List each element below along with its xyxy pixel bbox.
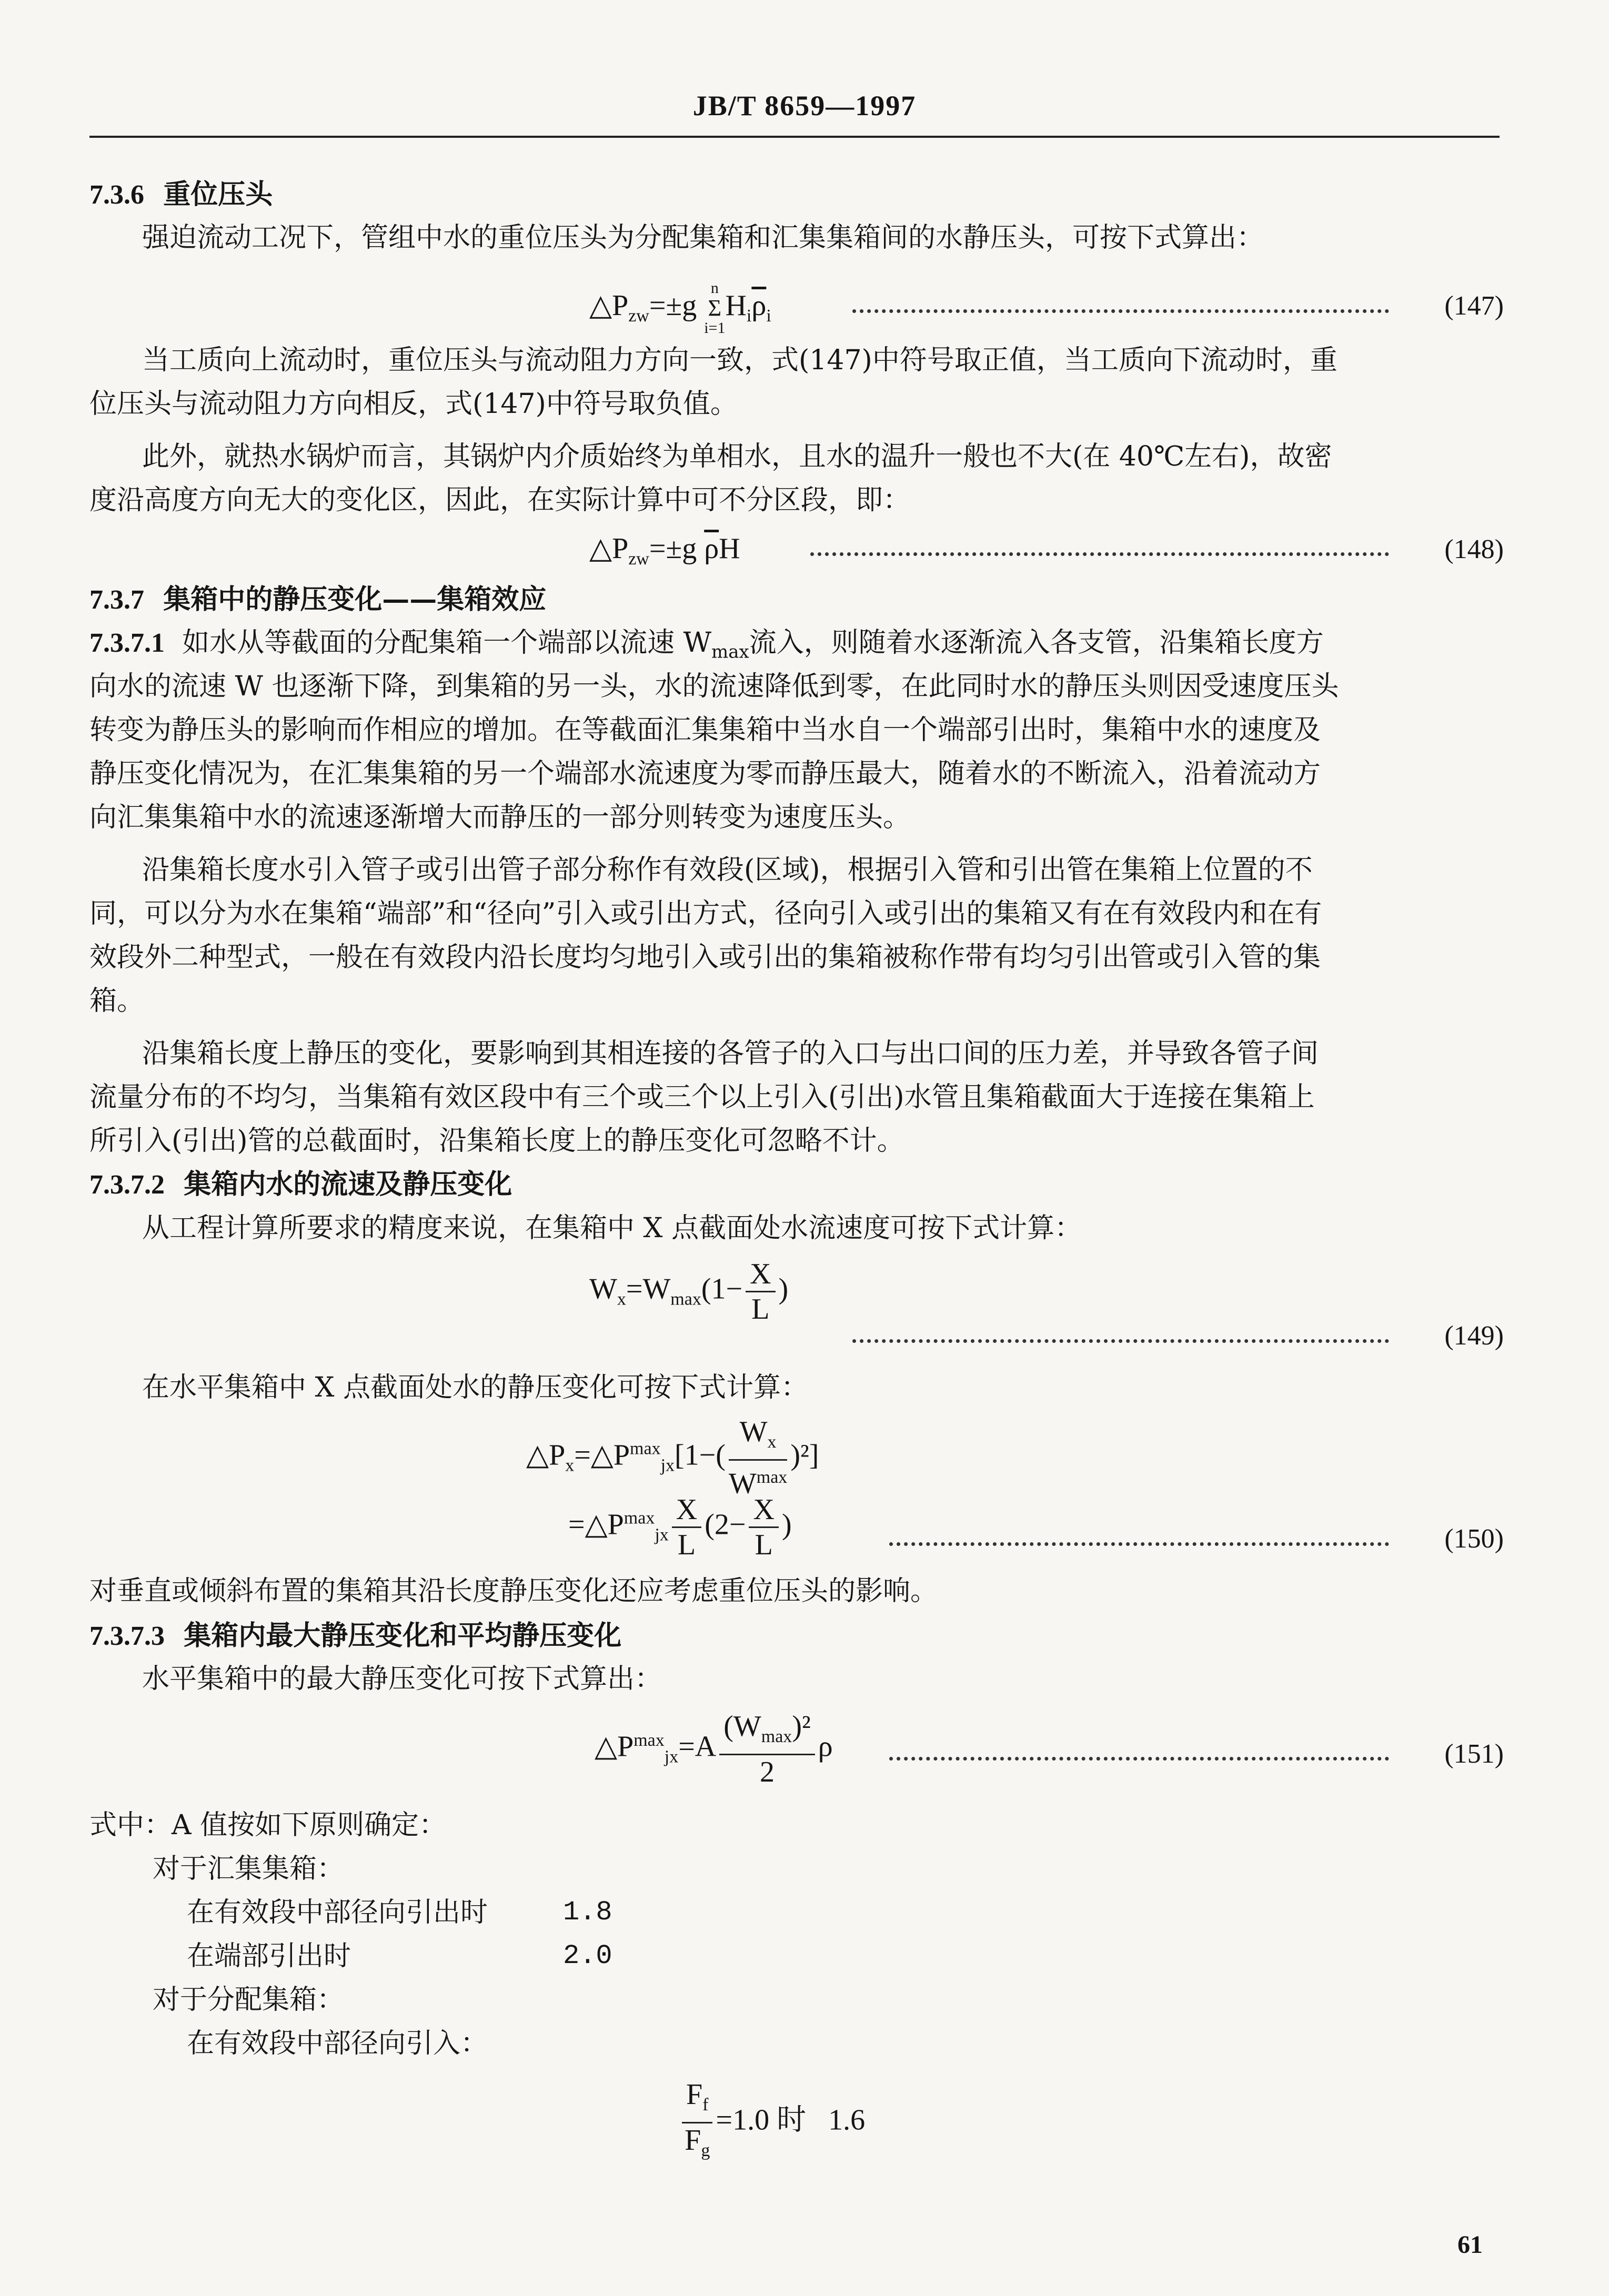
paragraph-line: 从工程计算所要求的精度来说，在集箱中 X 点截面处水流速度可按下式计算：: [142, 1212, 1082, 1244]
eq-sub: jx: [660, 1455, 675, 1475]
equation-number: (151): [1444, 1739, 1504, 1769]
paragraph-line: 向汇集集箱中水的流速逐渐增大而静压的一部分则转变为速度压头。: [89, 802, 911, 833]
section-title: 重位压头: [163, 178, 273, 210]
eq-paren: ): [781, 1508, 792, 1541]
subscript: max: [711, 641, 749, 663]
list-label: 对于汇集集箱：: [153, 1853, 345, 1885]
equation-150-line1: [526, 1415, 819, 1501]
paragraph-line: [89, 627, 1324, 667]
eq-paren: [1−(: [675, 1439, 726, 1472]
eq-sub: jx: [655, 1525, 669, 1545]
leader-dots: [889, 1542, 1389, 1546]
eq-rhs: =△P: [574, 1439, 630, 1472]
eq-rho: $\overline{\rho}$: [704, 532, 719, 565]
list-item-value: 2.0: [563, 1940, 612, 1971]
numerator-text: (W: [723, 1710, 761, 1743]
denominator: L: [755, 1529, 773, 1561]
paragraph-line: 当工质向上流动时，重位压头与流动阻力方向一致，式(147)中符号取正值，当工质向下流动时，重: [142, 345, 1338, 376]
paragraph-line: 水平集箱中的最大静压变化可按下式算出：: [142, 1663, 662, 1695]
numerator: [729, 1415, 787, 1461]
section-7-3-6-heading: [89, 179, 273, 211]
numerator: X: [746, 1257, 775, 1292]
eq-sub: max: [670, 1289, 701, 1309]
paragraph-line: 效段外二种型式，一般在有效段内沿长度均匀地引入或引出的集箱被称作带有均匀引出管或引入管的集: [89, 942, 1321, 973]
equation-151: [595, 1710, 833, 1789]
eq-rhs: =△P: [568, 1508, 624, 1541]
eq-rhs: =W: [626, 1272, 671, 1306]
eq-sub: f: [702, 2095, 709, 2115]
numerator: X: [672, 1493, 701, 1528]
fraction: [682, 2078, 712, 2168]
eq-sub: i: [766, 306, 771, 326]
denominator-text: F: [685, 2124, 701, 2157]
eq-sub: jx: [664, 1747, 679, 1767]
eq-sup: max: [624, 1508, 655, 1528]
ratio-value: 1.6: [828, 2103, 866, 2137]
equation-150-line2: [568, 1493, 792, 1562]
equation-number: (147): [1444, 291, 1504, 321]
list-label: 对于分配集箱：: [153, 1984, 345, 2016]
numerator-text: F: [686, 2078, 703, 2111]
sigma-top: n: [710, 279, 719, 297]
numerator: [719, 1710, 815, 1755]
fraction: [719, 1710, 815, 1789]
paragraph-line: 转变为静压头的影响而作相应的增加。在等截面汇集集箱中当水自一个端部引出时，集箱中水的速度及: [89, 714, 1321, 746]
paragraph-line: 流量分布的不均匀，当集箱有效区段中有三个或三个以上引入(引出)水管且集箱截面大于连接在集箱上: [89, 1081, 1315, 1113]
subsection-number: 7.3.7.2: [89, 1170, 165, 1200]
paragraph-line: 同，可以分为水在集箱“端部”和“径向”引入或引出方式，径向引入或引出的集箱又有在有效段内和在有: [89, 898, 1322, 929]
eq-lhs: W: [589, 1272, 617, 1306]
numerator-text: )²: [792, 1710, 811, 1743]
sigma-symbol: n Σ i=1: [704, 279, 726, 337]
leader-dots: [889, 1757, 1389, 1761]
leader-dots: [810, 552, 1389, 556]
eq-sub: zw: [628, 306, 649, 326]
eq-lhs: △P: [595, 1730, 634, 1763]
paragraph-line: 向水的流速 W 也逐渐下降，到集箱的另一头，水的流速降低到零，在此同时水的静压头则因受速度压头: [89, 671, 1339, 702]
paragraph-line: 箱。: [89, 985, 145, 1017]
subsection-title: 集箱内水的流速及静压变化: [184, 1168, 512, 1200]
eq-sup: max: [630, 1439, 661, 1459]
eq-term: H: [725, 289, 747, 322]
equation-149: [589, 1257, 788, 1326]
equation-147: [589, 280, 771, 337]
eq-rho: ρ: [818, 1730, 833, 1763]
eq-term: H: [719, 532, 740, 565]
numerator-text: W: [739, 1415, 768, 1448]
eq-sub: x: [565, 1455, 575, 1475]
eq-lhs: △P: [526, 1439, 566, 1472]
area-ratio-row: [679, 2078, 865, 2168]
eq-sub: i: [746, 306, 752, 326]
paragraph-line: 此外，就热水锅炉而言，其锅炉内介质始终为单相水，且水的温升一般也不大(在 40℃左右)，故密: [142, 441, 1332, 472]
section-number: 7.3.7: [89, 585, 144, 615]
eq-paren: )²]: [790, 1439, 819, 1472]
denominator: [682, 2123, 712, 2168]
eq-lhs: △P: [589, 289, 629, 322]
eq-sub: max: [761, 1727, 792, 1747]
subsection-7-3-7-3-heading: [89, 1620, 621, 1652]
numerator: [682, 2078, 712, 2123]
eq-paren: ): [778, 1272, 789, 1306]
paragraph-line: 沿集箱长度上静压的变化，要影响到其相连接的各管子的入口与出口间的压力差，并导致各管子间: [142, 1038, 1319, 1069]
paragraph-line: 在水平集箱中 X 点截面处水的静压变化可按下式计算：: [142, 1372, 809, 1403]
eq-rhs: =±g: [649, 532, 705, 565]
paragraph-line: 式中：A 值按如下原则确定：: [89, 1809, 447, 1841]
eq-rhs: =±g: [649, 289, 697, 322]
text: 流入，则随着水逐渐流入各支管，沿集箱长度方: [749, 627, 1324, 659]
paragraph: 强迫流动工况下，管组中水的重位压头为分配集箱和汇集集箱间的水静压头，可按下式算出：: [142, 222, 1264, 254]
paragraph-line: 位压头与流动阻力方向相反，式(147)中符号取负值。: [89, 388, 738, 420]
equation-number: (150): [1444, 1524, 1504, 1554]
text: 如水从等截面的分配集箱一个端部以流速 W: [182, 627, 712, 659]
leader-dots: [852, 1339, 1389, 1343]
sigma-bottom: i=1: [704, 319, 726, 337]
eq-lhs: △P: [589, 532, 629, 565]
subsection-number: 7.3.7.3: [89, 1621, 165, 1651]
equation-number: (149): [1444, 1321, 1504, 1351]
paragraph-line: 对垂直或倾斜布置的集箱其沿长度静压变化还应考虑重位压头的影响。: [89, 1575, 938, 1607]
header-rule: [89, 136, 1500, 138]
subsection-number: 7.3.7.1: [89, 628, 165, 658]
eq-sub: zw: [628, 549, 649, 569]
equation-number: (148): [1444, 534, 1504, 564]
list-item-label: 在有效段中部径向引出时: [187, 1897, 488, 1928]
subsection-title: 集箱内最大静压变化和平均静压变化: [184, 1620, 622, 1652]
eq-paren: (1−: [701, 1272, 743, 1306]
paragraph-line: 沿集箱长度水引入管子或引出管子部分称作有效段(区域)，根据引入管和引出管在集箱上位置的不: [142, 854, 1313, 886]
eq-paren: (2−: [705, 1508, 746, 1541]
fraction: [749, 1493, 778, 1562]
subsection-7-3-7-2-heading: [89, 1169, 512, 1201]
paragraph-line: 度沿高度方向无大的变化区，因此，在实际计算中可不分区段，即：: [89, 484, 911, 516]
eq-rhs: =A: [678, 1730, 717, 1763]
denominator: 2: [760, 1756, 775, 1789]
list-item-label: 在端部引出时: [187, 1940, 351, 1972]
denominator: L: [677, 1529, 696, 1561]
denominator-text: W: [728, 1467, 757, 1500]
denominator: L: [751, 1293, 770, 1326]
page-number: 61: [1457, 2231, 1483, 2259]
numerator: X: [749, 1493, 778, 1528]
section-7-3-7-heading: [89, 584, 546, 616]
section-number: 7.3.6: [89, 180, 144, 210]
eq-sub: x: [767, 1432, 777, 1452]
section-title: 集箱中的静压变化——集箱效应: [163, 583, 547, 615]
list-item-value: 1.8: [563, 1897, 612, 1928]
eq-sup: max: [633, 1730, 665, 1750]
fraction: [672, 1493, 701, 1562]
standard-code-header: JB/T 8659—1997: [692, 90, 917, 122]
eq-sub: g: [701, 2141, 710, 2161]
leader-dots: [852, 309, 1389, 313]
eq-rho: $\overline{\rho}$: [751, 289, 767, 322]
eq-sup: max: [756, 1468, 788, 1488]
paragraph-line: 所引入(引出)管的总截面时，沿集箱长度上的静压变化可忽略不计。: [89, 1125, 904, 1157]
paragraph-line: 静压变化情况为，在汇集集箱的另一个端部水流速度为零而静压最大，随着水的不断流入，沿着流动方: [89, 758, 1321, 790]
fraction: [729, 1415, 787, 1501]
list-item-label: 在有效段中部径向引入：: [187, 2028, 488, 2059]
eq-sub: x: [617, 1289, 626, 1309]
ratio-condition: =1.0 时: [716, 2103, 807, 2137]
fraction: [746, 1257, 775, 1326]
equation-148: [589, 531, 740, 569]
